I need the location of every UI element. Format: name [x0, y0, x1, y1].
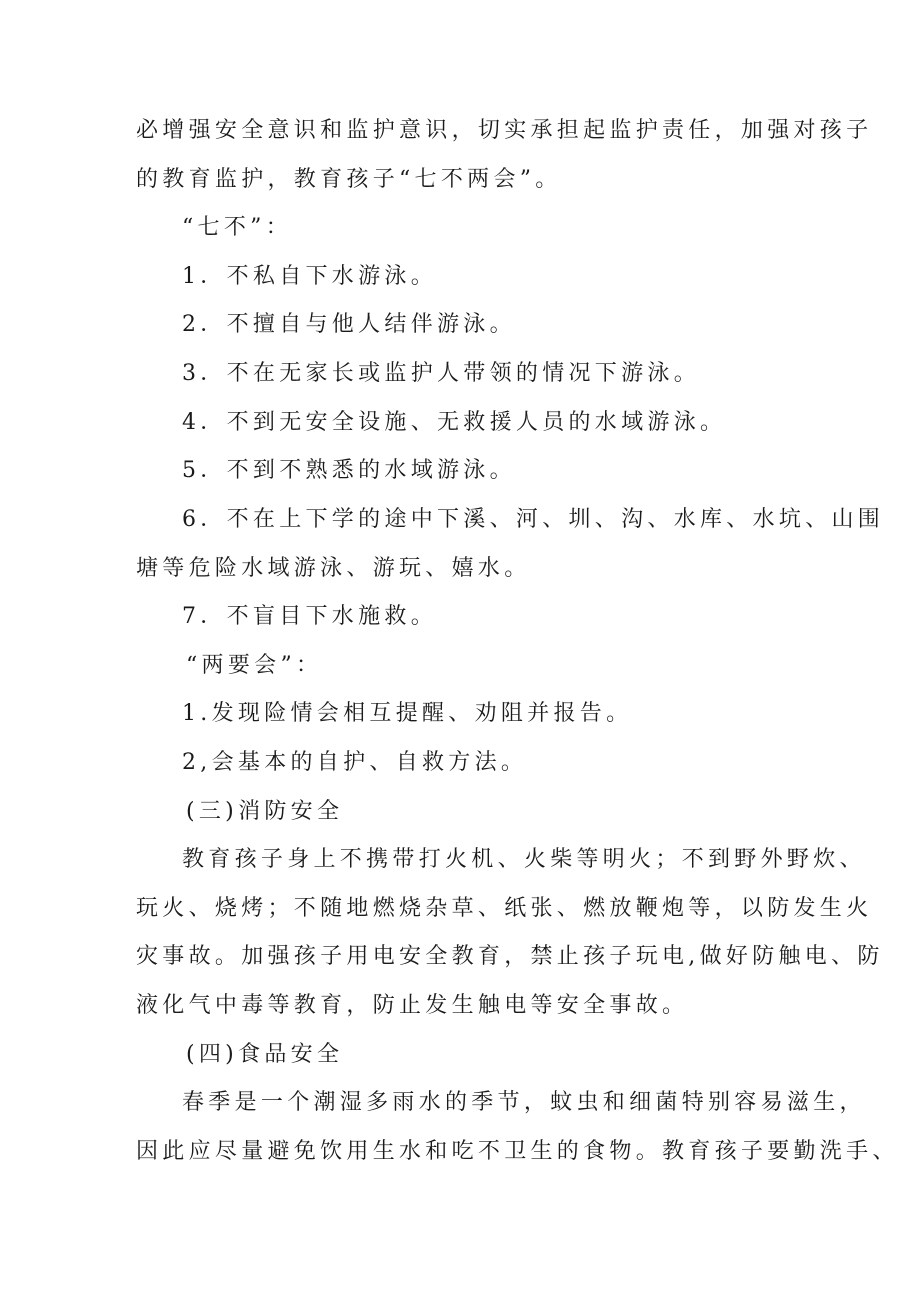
paragraph-line: 春季是一个潮湿多雨水的季节，蚊虫和细菌特别容易滋生， — [182, 1090, 866, 1115]
section-heading: (四)食品安全 — [186, 1042, 344, 1067]
list-heading: “两要会”： — [186, 653, 323, 678]
list-heading: “七不”： — [182, 215, 292, 240]
list-item: 1.发现险情会相互提醒、劝阻并报告。 — [182, 701, 633, 726]
paragraph-line: 因此应尽量避免饮用生水和吃不卫生的食物。教育孩子要勤洗手、 — [136, 1139, 899, 1164]
list-item: 1．不私自下水游泳。 — [182, 264, 437, 289]
list-item: 7．不盲目下水施救。 — [182, 604, 437, 629]
list-item: 4．不到无安全设施、无救援人员的水域游泳。 — [182, 410, 727, 435]
list-item: 5．不到不熟悉的水域游泳。 — [182, 458, 516, 483]
list-item-continuation: 塘等危险水域游泳、游玩、嬉水。 — [136, 556, 531, 581]
paragraph-line: 灾事故。加强孩子用电安全教育，禁止孩子玩电,做好防触电、防 — [136, 944, 884, 969]
paragraph-line: 教育孩子身上不携带打火机、火柴等明火；不到野外野炊、 — [182, 847, 866, 872]
list-item: 2,会基本的自护、自救方法。 — [182, 750, 528, 775]
paragraph-line: 的教育监护，教育孩子“七不两会”。 — [136, 167, 562, 192]
paragraph-line: 玩火、烧烤；不随地燃烧杂草、纸张、燃放鞭炮等，以防发生火 — [136, 896, 873, 921]
section-heading: (三)消防安全 — [186, 799, 344, 824]
list-item: 2．不擅自与他人结伴游泳。 — [182, 312, 516, 337]
list-item: 3．不在无家长或监护人带领的情况下游泳。 — [182, 361, 700, 386]
paragraph-line: 液化气中毒等教育，防止发生触电等安全事故。 — [136, 993, 689, 1018]
paragraph-line: 必增强安全意识和监护意识，切实承担起监护责任，加强对孩子 — [136, 118, 873, 143]
list-item: 6．不在上下学的途中下溪、河、圳、沟、水库、水坑、山围 — [182, 507, 885, 532]
